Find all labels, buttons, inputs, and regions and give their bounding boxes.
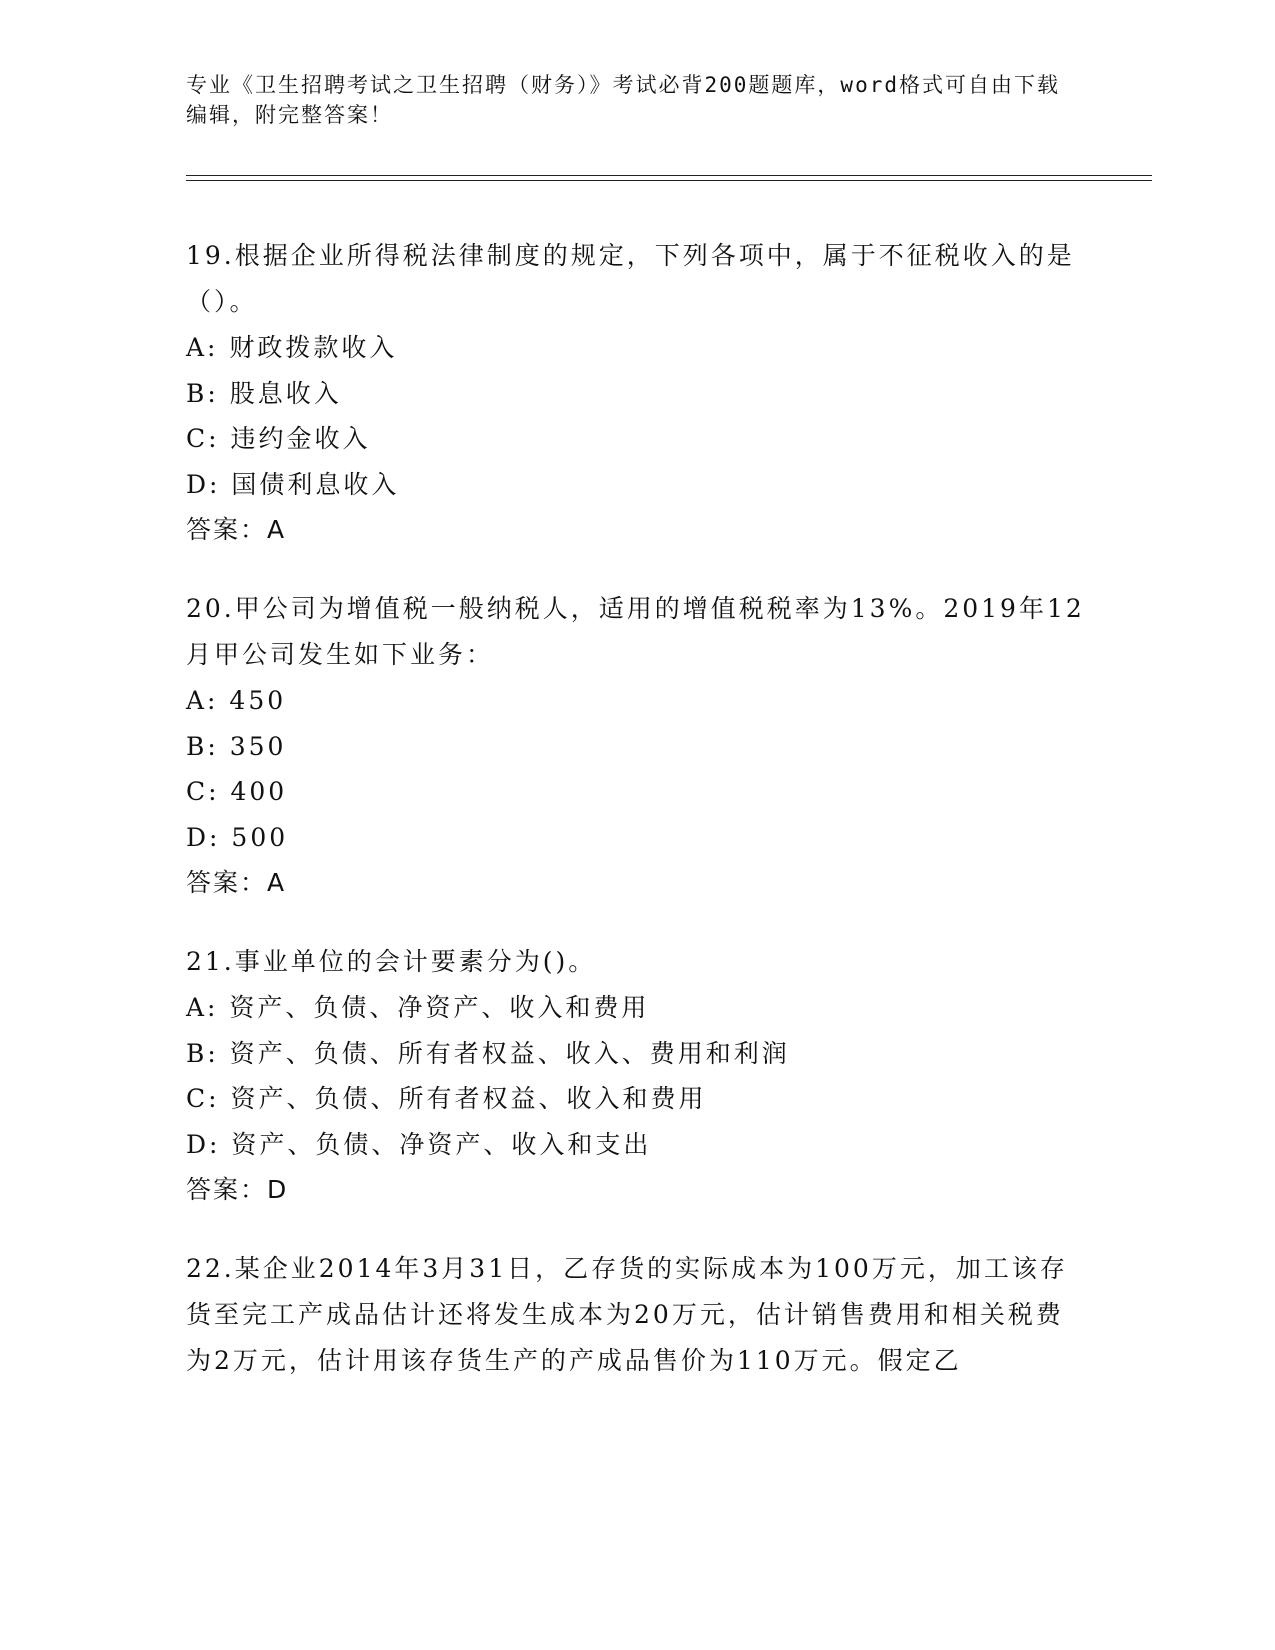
- option-c: C: 资产、负债、所有者权益、收入和费用: [186, 1084, 707, 1113]
- option-c: C: 违约金收入: [186, 424, 371, 453]
- question-22: [186, 1246, 1086, 1384]
- option-b: B: 股息收入: [186, 378, 342, 408]
- option-d: D: 国债利息收入: [186, 469, 400, 499]
- option-d: D: 资产、负债、净资产、收入和支出: [186, 1129, 652, 1159]
- question-stem: 22.某企业2014年3月31日，乙存货的实际成本为100万元，加工该存货至完工产成品估计还将发生成本为20万元，估计销售费用和相关税费为2万元，估计用该存货生产的产成品售价为110万元。假定乙: [186, 1254, 1068, 1375]
- option-c: C: 400: [186, 777, 288, 806]
- question-21: [186, 939, 1086, 1213]
- question-20: [186, 586, 1086, 906]
- question-19: [186, 233, 1086, 553]
- option-b: B: 350: [186, 731, 287, 761]
- header-divider-top: [186, 175, 1152, 176]
- option-a: A: 450: [186, 686, 287, 715]
- question-stem: 19.根据企业所得税法律制度的规定，下列各项中，属于不征税收入的是（）。: [186, 241, 1075, 316]
- question-stem: 20.甲公司为增值税一般纳税人，适用的增值税税率为13%。2019年12月甲公司发生如下业务：: [186, 594, 1085, 669]
- option-a: A: 财政拨款收入: [186, 333, 398, 362]
- header-divider-bottom: [186, 180, 1152, 181]
- question-stem: 21.事业单位的会计要素分为()。: [186, 947, 597, 976]
- option-d: D: 500: [186, 822, 289, 852]
- answer-label: 答案：A: [186, 868, 287, 897]
- option-a: A: 资产、负债、净资产、收入和费用: [186, 993, 650, 1022]
- option-b: B: 资产、负债、所有者权益、收入、费用和利润: [186, 1038, 790, 1068]
- question-list: [186, 233, 1086, 1417]
- document-header: 专业《卫生招聘考试之卫生招聘（财务）》考试必背200题题库，word格式可自由下载编辑，附完整答案！: [186, 73, 1060, 127]
- answer-label: 答案：D: [186, 1175, 289, 1204]
- answer-label: 答案：A: [186, 515, 287, 544]
